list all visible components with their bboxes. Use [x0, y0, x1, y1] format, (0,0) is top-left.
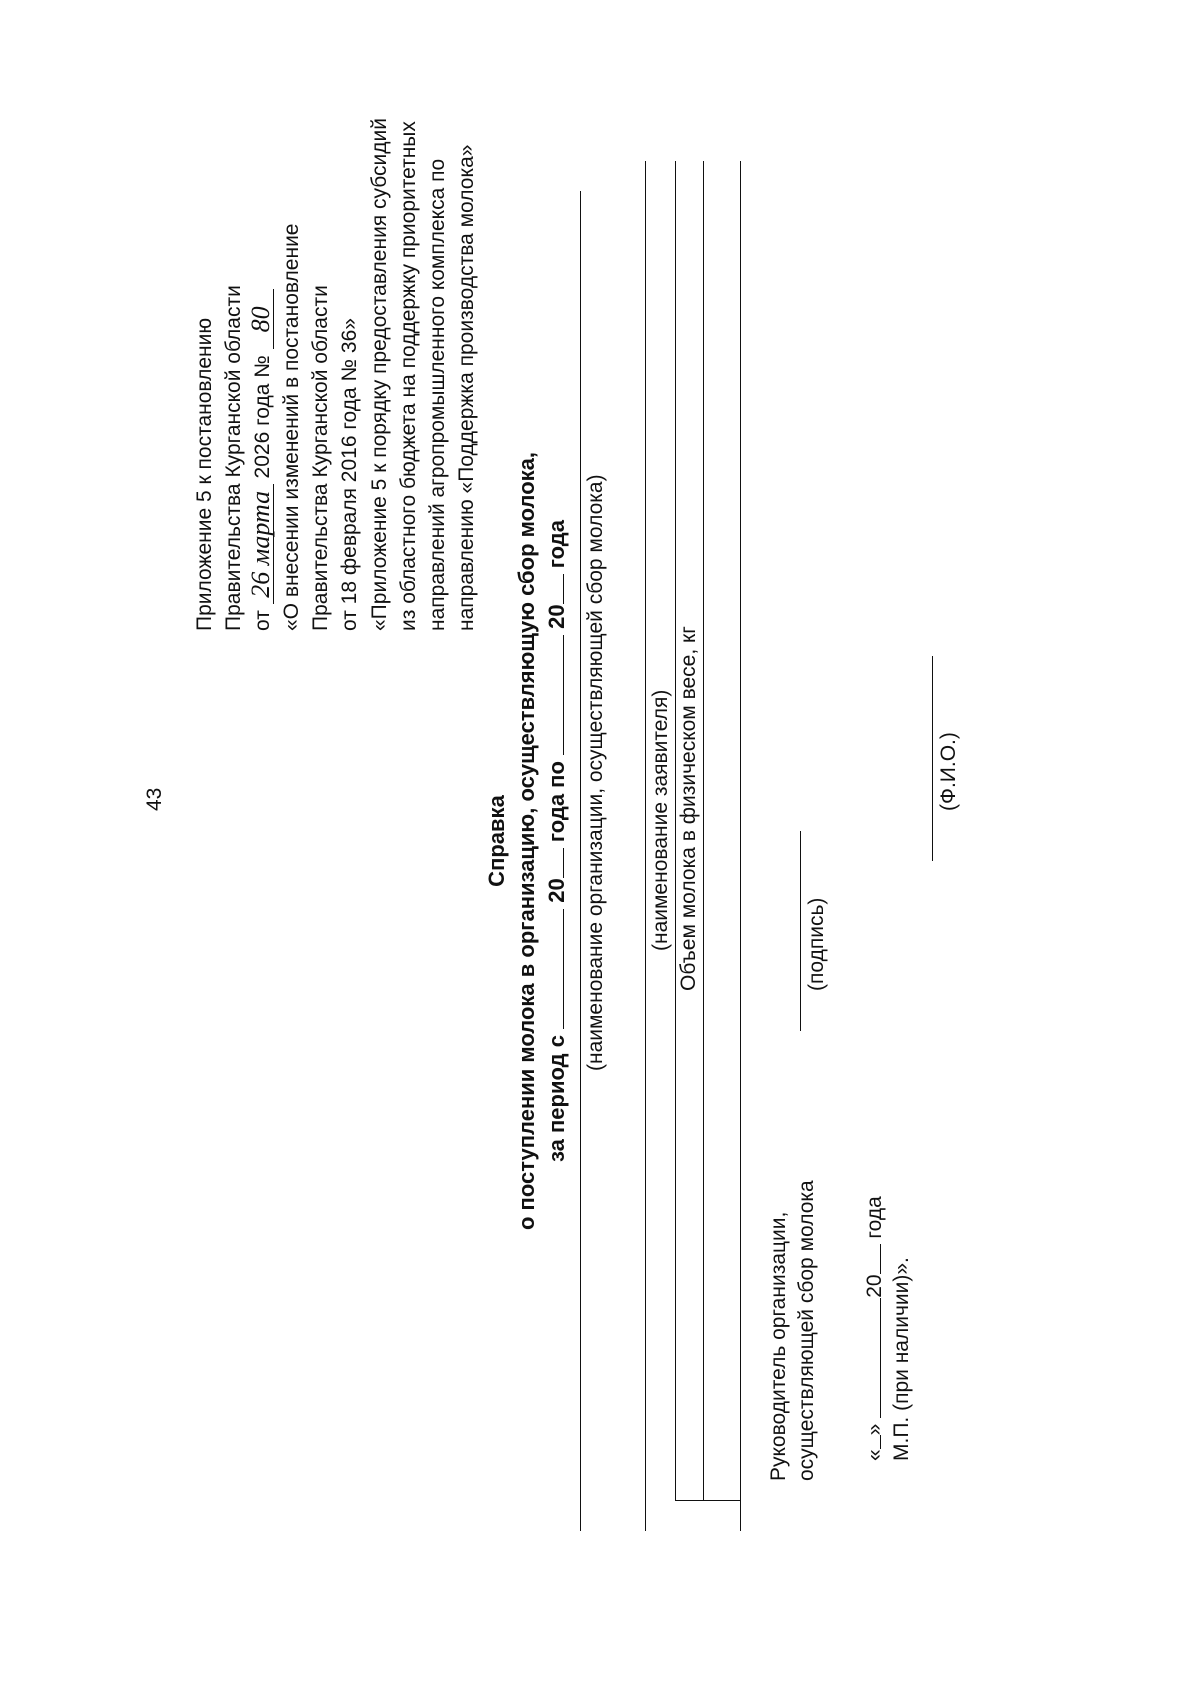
volume-caption: Объем молока в физическом весе, кг	[677, 626, 700, 991]
title-heading: Справка	[484, 795, 509, 887]
title-period-line	[542, 261, 572, 1421]
org-name-line	[580, 191, 581, 1531]
signature-caption: (подпись)	[805, 897, 828, 991]
signature-line	[800, 831, 801, 1031]
appendix-date-day-month: 26 марта	[249, 484, 274, 604]
title-line-2: о поступлении молока в организацию, осуществляющую сбор молока,	[514, 452, 539, 1231]
period-year-suffix-1: года по	[544, 761, 569, 843]
page-number: 43	[143, 787, 166, 811]
quote-appendix	[365, 118, 481, 631]
quote-line-1: «Приложение 5 к порядку предоставления субсидий	[368, 118, 391, 631]
appendix-date-prefix: от	[251, 610, 274, 631]
appendix-header	[190, 224, 364, 632]
period-year-suffix-2: года	[544, 520, 569, 569]
volume-top-line	[675, 161, 676, 1501]
name-line	[932, 656, 933, 861]
document-page	[140, 118, 1140, 1551]
period-prefix: за период с	[544, 1035, 569, 1162]
quote-line-4: направлению «Поддержка производства молока»	[455, 144, 478, 631]
appendix-line-1: Приложение 5 к постановлению	[193, 317, 216, 631]
head-label-line-1: Руководитель организации,	[767, 1211, 790, 1481]
org-name-caption: (наименование организации, осуществляющей сбор молока)	[584, 474, 607, 1071]
period-to-blank	[543, 635, 564, 755]
applicant-name-line	[645, 161, 646, 1531]
period-from-blank	[543, 909, 564, 1029]
date-year: 20	[863, 1274, 886, 1298]
appendix-line-4: «О внесении изменений в постановление	[280, 223, 303, 631]
date-suffix: года	[863, 1196, 886, 1239]
appendix-date-line	[248, 224, 277, 632]
appendix-date-year-text: 2026 года №	[251, 355, 274, 479]
appendix-date-number: 80	[249, 289, 274, 349]
title-block	[482, 261, 572, 1421]
date-year-blank	[860, 1244, 881, 1274]
volume-left-border	[675, 1500, 740, 1501]
appendix-line-5: Правительства Курганской области	[309, 285, 332, 631]
applicant-name-caption: (наименование заявителя)	[649, 689, 672, 951]
name-caption: (Ф.И.О.)	[937, 732, 960, 811]
head-label-line-2: осуществляющей сбор молока	[795, 1180, 818, 1481]
volume-mid-line	[703, 161, 704, 1501]
period-year-1: 20	[544, 878, 569, 903]
volume-bottom-line	[740, 161, 741, 1531]
date-line	[860, 1196, 889, 1461]
date-day-blank	[860, 1435, 881, 1449]
quote-line-2: из областного бюджета на поддержку приоритетных	[397, 121, 420, 631]
date-quote-open: «	[863, 1449, 886, 1461]
head-label	[765, 1180, 821, 1481]
appendix-line-6: от 18 февраля 2016 года № 36»	[338, 318, 361, 631]
stamp-note: М.П. (при наличии)».	[890, 1257, 913, 1461]
appendix-line-2: Правительства Курганской области	[222, 285, 245, 631]
period-year-1-blank	[543, 848, 564, 878]
date-quote-close: »	[863, 1423, 886, 1436]
quote-line-3: направлений агропромышленного комплекса по	[426, 158, 449, 631]
period-year-2-blank	[543, 574, 564, 604]
date-month-blank	[860, 1298, 881, 1418]
period-year-2: 20	[544, 604, 569, 629]
